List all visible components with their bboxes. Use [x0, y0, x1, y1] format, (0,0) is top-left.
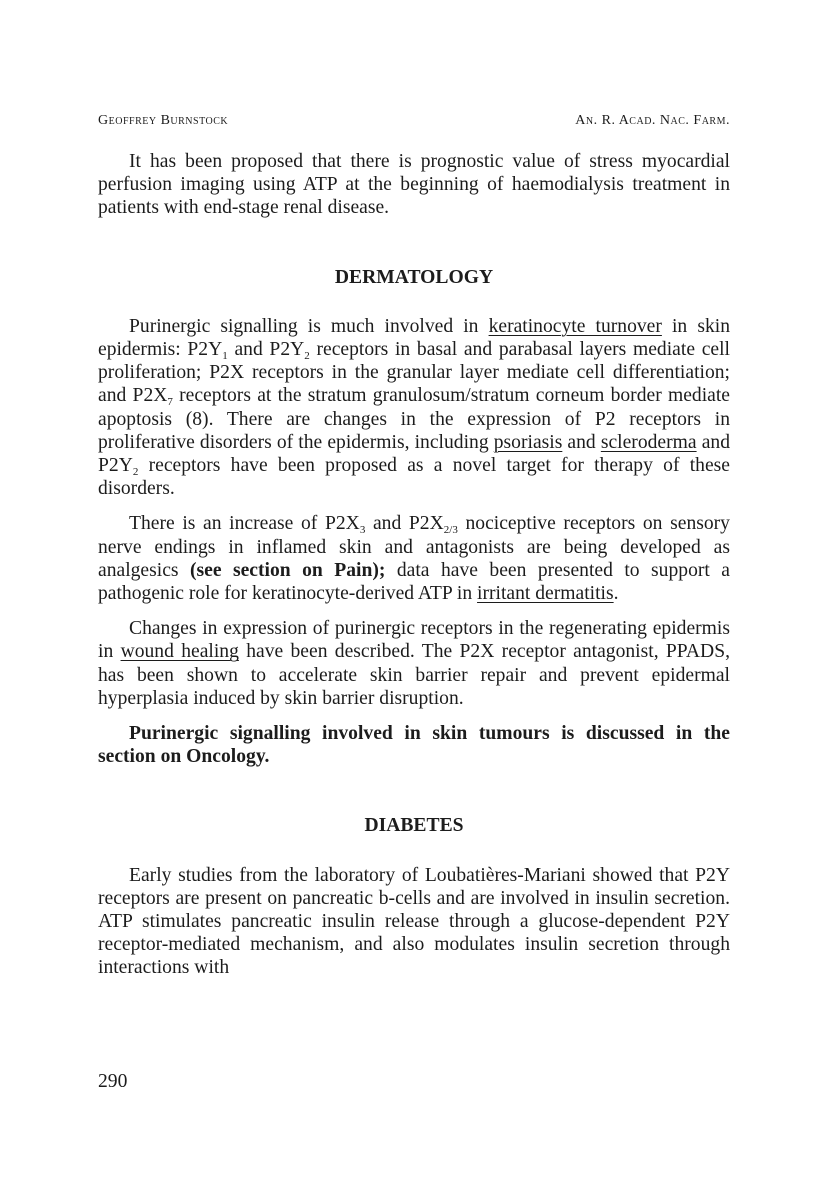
running-head	[98, 113, 730, 129]
link-keratinocyte-turnover[interactable]: keratinocyte turnover	[488, 315, 662, 337]
diabetes-paragraph-1: Early studies from the laboratory of Loubatières-Mariani showed that P2Y receptors are present on pancreatic b-cells and are involved in insulin secretion. ATP stimulates pancreatic insulin release through a glucose-dependent P2Y receptor-mediated mechanism, and also modulates insulin secretion through interactions with	[98, 864, 730, 979]
running-head-author: Geoffrey Burnstock	[98, 113, 229, 128]
dermatology-paragraph-2: There is an increase of $P2X_3$ and $P2X_{2/3}$ nociceptive receptors on sensory nerve endings in inflamed skin and antagonists are being developed as analgesics (see section on Pain); data have been presented to support a pathogenic role for keratinocyte-derived ATP in irritant dermatitis.	[98, 513, 730, 605]
cross-reference-pain: (see section on Pain);	[189, 559, 386, 581]
running-head-journal: An. R. Acad. Nac. Farm.	[575, 113, 730, 128]
page-number: 290	[98, 1071, 128, 1092]
dermatology-paragraph-4: Purinergic signalling involved in skin tumours is discussed in the section on Oncology.	[98, 723, 730, 768]
section-heading-dermatology: DERMATOLOGY	[334, 266, 494, 288]
section-heading-diabetes: DIABETES	[364, 815, 464, 837]
dermatology-paragraph-1: Purinergic signalling is much involved in keratinocyte turnover in skin epidermis: $P2Y_1$ and $P2Y_2$ receptors in basal and parabasal layers mediate cell proliferation; P2X receptors in the granular layer mediate cell differentiation; and $P2X_7$ receptors at the stratum granulosum/stratum corneum border mediate apoptosis (8). There are changes in the expression of P2 receptors in proliferative disorders of the epidermis, including psoriasis and scleroderma and $P2Y_2$ receptors have been proposed as a novel target for therapy of these disorders.	[98, 315, 730, 500]
intro-paragraph: It has been proposed that there is prognostic value of stress myocardial perfusion imaging using ATP at the beginning of haemodialysis treatment in patients with end-stage renal disease.	[98, 151, 730, 219]
link-irritant-dermatitis[interactable]: irritant dermatitis	[477, 583, 614, 605]
article-body	[98, 150, 730, 980]
link-scleroderma[interactable]: scleroderma	[600, 431, 697, 453]
link-wound-healing[interactable]: wound healing	[120, 641, 239, 663]
dermatology-paragraph-3: Changes in expression of purinergic receptors in the regenerating epidermis in wound healing have been described. The P2X receptor antagonist, PPADS, has been shown to accelerate skin barrier repair and prevent epidermal hyperplasia induced by skin barrier disruption.	[98, 618, 730, 709]
link-psoriasis[interactable]: psoriasis	[493, 431, 563, 453]
